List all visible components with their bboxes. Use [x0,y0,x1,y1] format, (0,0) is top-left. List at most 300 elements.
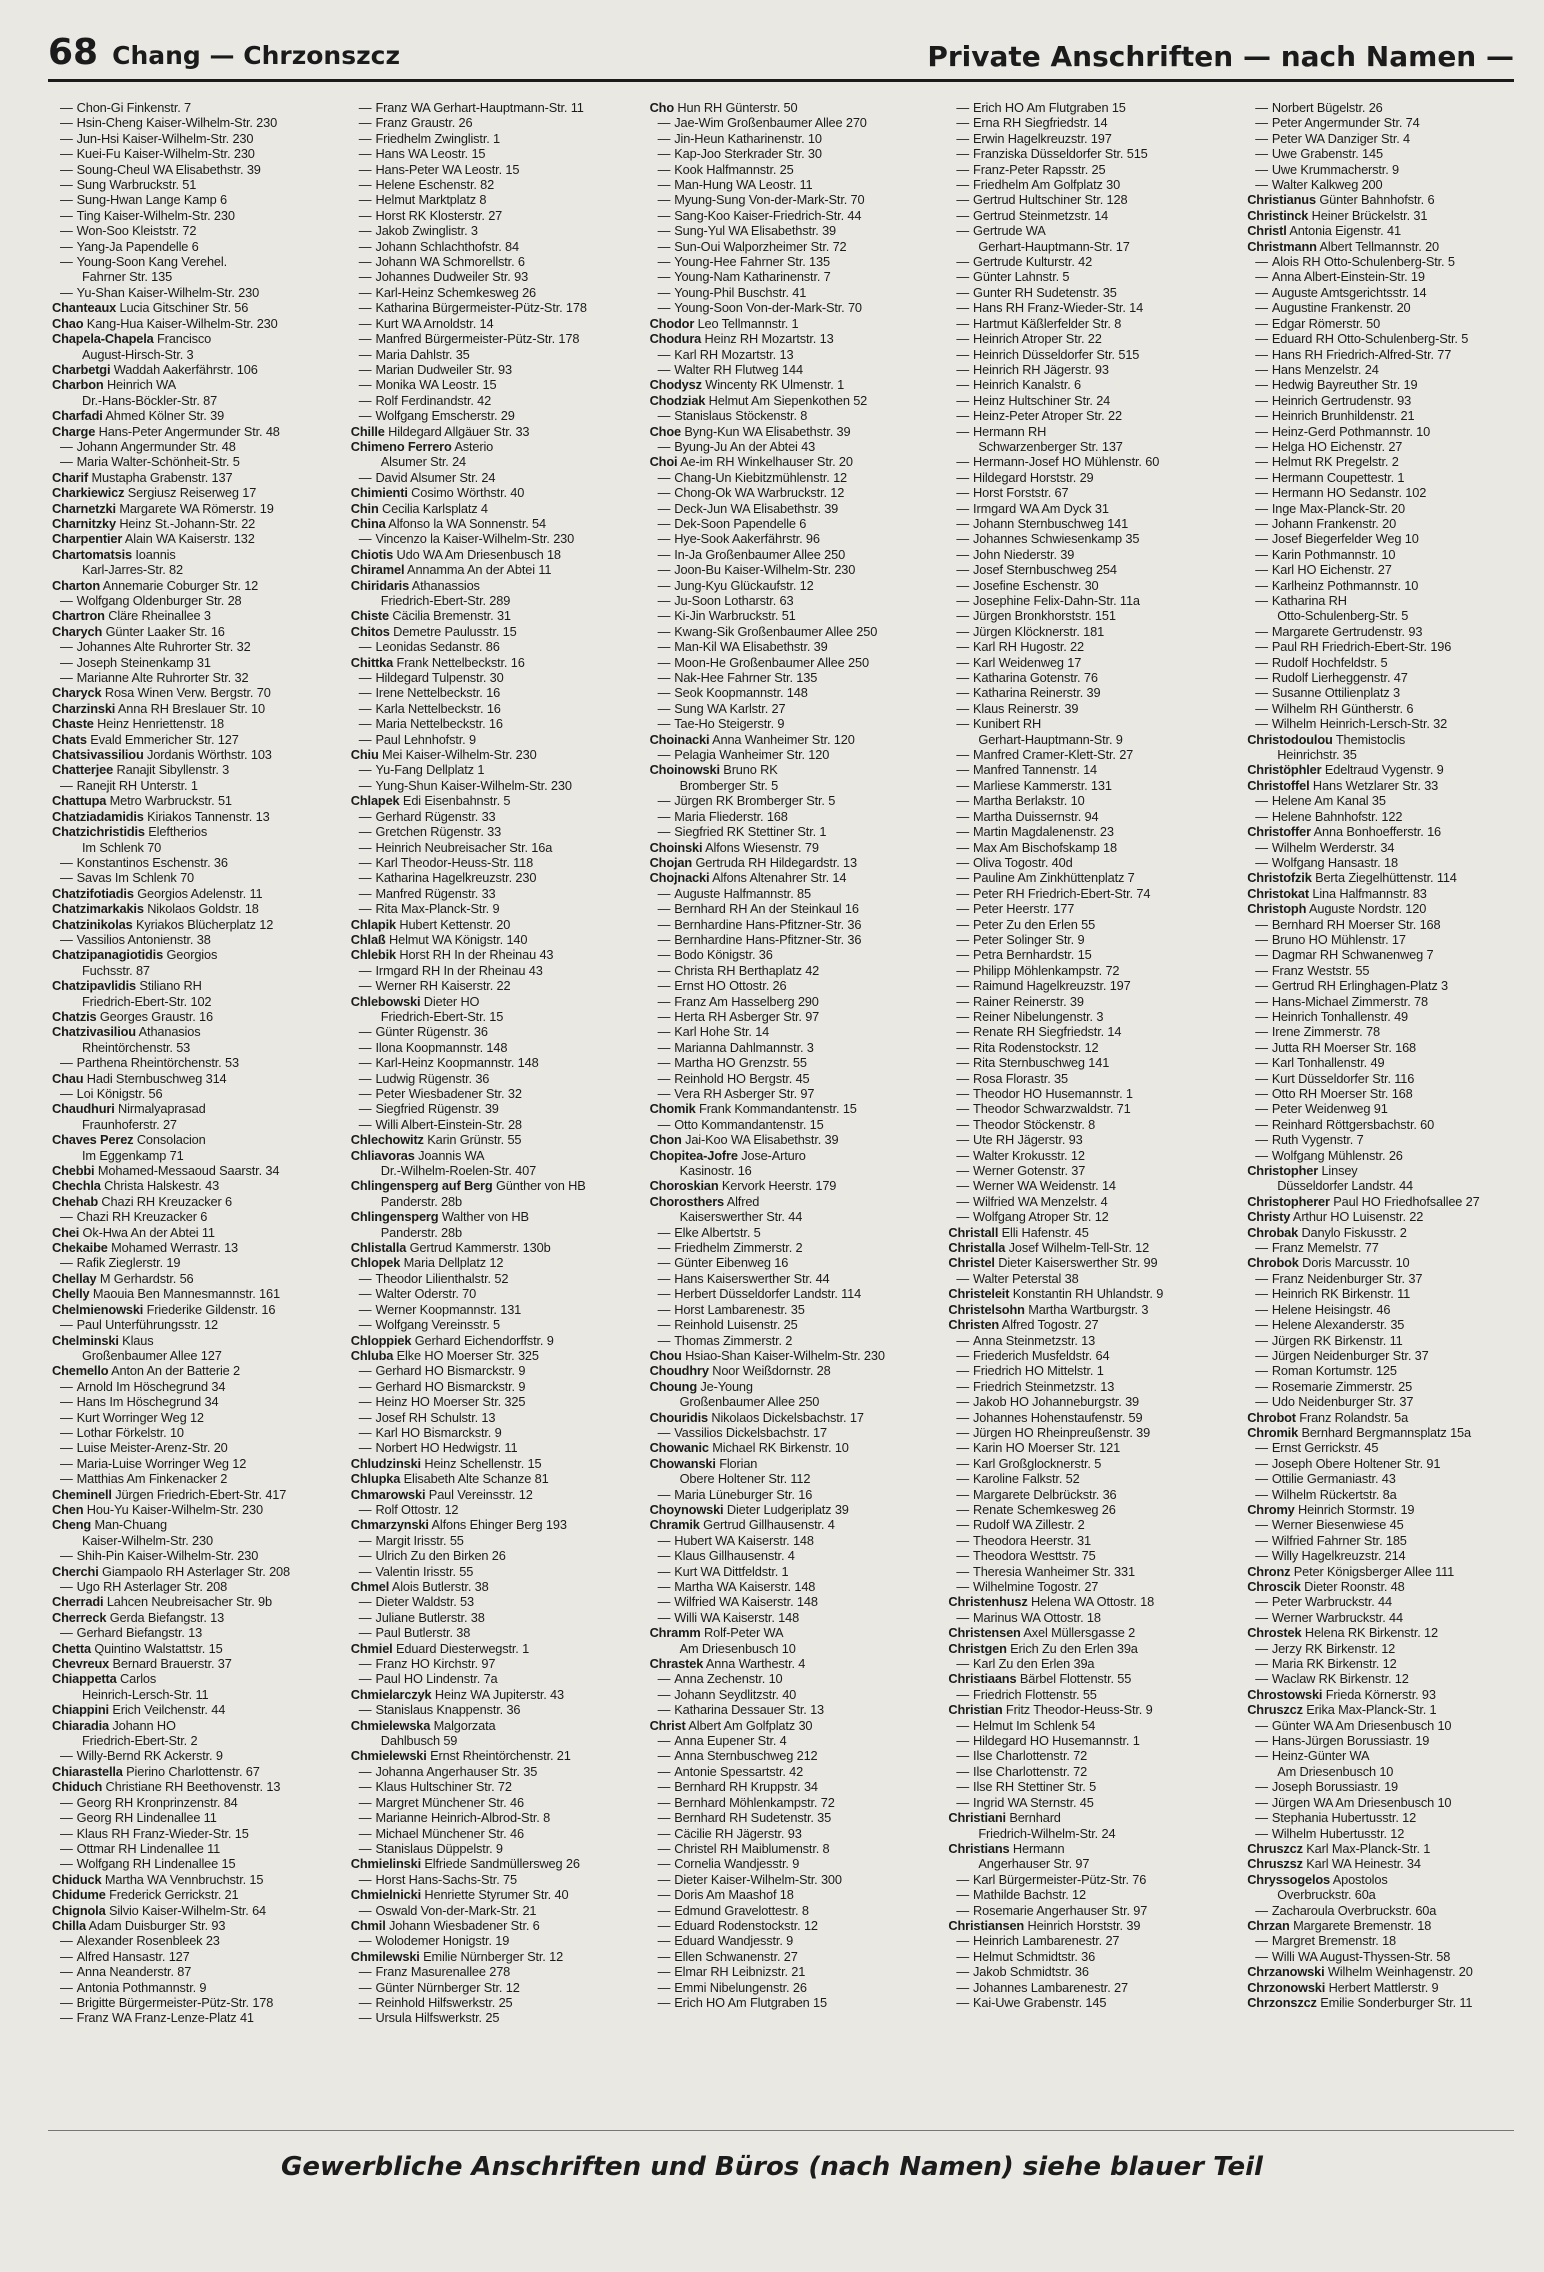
entry-details: Ilse RH Stettiner Str. 5 [973,1779,1097,1795]
entry-details: Friedrich Flottenstr. 55 [973,1686,1097,1702]
repeat-entry [351,855,636,870]
entry-details: Christel RH Maiblumenstr. 8 [674,1840,830,1856]
dash-mark: — [657,192,671,208]
dash-mark: — [1255,392,1268,408]
dash-mark: — [657,1548,671,1564]
dash-mark: — [956,1579,970,1594]
entry-details: Maria Lüneburger Str. 16 [674,1486,813,1502]
dash-mark: — [1255,1486,1268,1502]
surname-entry [351,655,636,670]
entry-details: Theodor HO Husemannstr. 1 [973,1086,1133,1101]
dash-mark: — [657,1008,671,1024]
entry-details: Monika WA Leostr. 15 [375,377,497,393]
dash-mark: — [358,685,372,701]
dash-mark: — [1255,854,1268,870]
entry-details: Siegfried Rügenstr. 39 [375,1101,499,1117]
entry-details: Bernard Brauerstr. 37 [109,1656,232,1672]
dash-mark: — [657,207,671,223]
surname-entry [351,932,636,947]
surname-entry [650,855,935,870]
name-range: Chang — Chrzonszcz [112,41,401,70]
repeat-entry [1247,624,1532,639]
dash-mark: — [60,854,73,870]
entry-details: Martha Wartburgstr. 3 [1024,1301,1149,1317]
entry-details: Johannes Hohenstaufenstr. 59 [973,1409,1143,1425]
entry-details: Inge Max-Planck-Str. 20 [1271,500,1405,516]
dash-mark: — [1255,1378,1268,1394]
repeat-entry [351,115,636,130]
entry-details: Karl Hohe Str. 14 [674,1024,770,1040]
dash-mark: — [657,1240,671,1256]
repeat-entry [351,701,636,716]
dash-mark: — [956,978,970,994]
repeat-entry [948,1795,1233,1810]
repeat-entry [52,1810,337,1825]
dash-mark: — [956,1887,970,1903]
repeat-entry [351,285,636,300]
surname: Chitos [350,623,390,639]
surname-entry [948,1641,1233,1656]
entry-details: Kook Halfmannstr. 25 [674,161,794,177]
dash-mark: — [358,254,372,270]
dash-mark: — [1255,531,1268,547]
repeat-entry [1247,1748,1532,1763]
entry-details: Klaus [118,1332,154,1348]
repeat-entry [948,1456,1233,1471]
dash-mark: — [657,408,671,424]
entry-details: Klaus RH Franz-Wieder-Str. 15 [76,1825,249,1841]
entry-details: Annamma An der Abtei 11 [404,562,552,578]
dash-mark: — [657,577,671,593]
repeat-entry [948,1548,1233,1563]
entry-details: Helmut Im Schlenk 54 [973,1717,1096,1733]
entry-details: Heinz Schellenstr. 15 [420,1455,542,1471]
continuation-line: Friedrich-Wilhelm-Str. 24 [978,1825,1116,1841]
dash-mark: — [358,962,372,978]
repeat-entry [948,716,1233,731]
repeat-entry [948,1055,1233,1070]
entry-details: Karoline Falkstr. 52 [973,1471,1080,1487]
repeat-entry [1247,316,1532,331]
dash-mark: — [1255,1008,1268,1024]
entry-details: Jae-Wim Großenbaumer Allee 270 [674,115,867,131]
entry-details: Manfred Bürgermeister-Pütz-Str. 178 [375,331,580,347]
surname-entry [351,1333,636,1348]
entry-details: Kunibert RH [973,716,1042,732]
repeat-entry [1247,1949,1532,1964]
surname: Chramik [649,1517,700,1533]
dash-mark: — [956,361,970,377]
dash-mark: — [1255,1532,1268,1548]
dash-mark: — [358,1609,372,1625]
entry-details: Kurt WA Arnoldstr. 14 [375,315,494,331]
entry-details: Bernhard RH Moerser Str. 168 [1271,916,1441,932]
repeat-entry [351,685,636,700]
surname-entry [351,1687,636,1702]
entry-details: Young-Nam Katharinenstr. 7 [674,269,831,285]
entry-details: Stephania Hubertusstr. 12 [1271,1810,1417,1826]
entry-details: Anna Steinmetzstr. 13 [973,1332,1096,1348]
repeat-entry [650,1887,935,1902]
entry-details: Karl Bürgermeister-Pütz-Str. 76 [973,1871,1147,1887]
surname-entry [52,917,337,932]
dash-mark: — [657,1794,671,1810]
entry-details: Gretchen Rügenstr. 33 [375,824,502,840]
dash-mark: — [956,639,970,655]
repeat-entry [1247,1933,1532,1948]
surname: Chloppiek [350,1332,412,1348]
entry-details: Heinrich Gertrudenstr. 93 [1271,392,1412,408]
entry-details: Friedrich Steinmetzstr. 13 [973,1378,1115,1394]
repeat-entry [948,824,1233,839]
dash-mark: — [358,808,372,824]
dash-mark: — [657,1871,671,1887]
dash-mark: — [1255,1240,1268,1256]
repeat-entry [948,347,1233,362]
entry-details: Man-Chuang [91,1517,167,1533]
dash-mark: — [1255,315,1268,331]
surname-entry [351,1471,636,1486]
repeat-entry [650,531,935,546]
entry-details: Werner Koopmannstr. 131 [375,1301,522,1317]
surname: Chiappetta [52,1671,117,1687]
entry-details: Young-Phil Buschstr. 41 [674,284,807,300]
surname: Cherchi [52,1563,99,1579]
dash-mark: — [1255,346,1268,362]
surname-entry [52,1286,337,1301]
repeat-entry [650,1949,935,1964]
dash-mark: — [1255,146,1268,162]
surname-entry [52,1718,337,1733]
repeat-entry [948,1163,1233,1178]
repeat-entry [351,1071,636,1086]
continuation-line: Am Driesenbusch 10 [679,1640,796,1656]
surname-entry [1247,762,1532,777]
surname-entry [351,1517,636,1532]
repeat-entry [351,2010,636,2025]
dash-mark: — [358,207,372,223]
entry-details: Karl-Heinz Schemkesweg 26 [375,284,537,300]
entry-details: Franz HO Kirchstr. 97 [375,1656,496,1672]
surname-entry [351,1918,636,1933]
repeat-entry [52,1379,337,1394]
repeat-entry [351,1826,636,1841]
entry-details: Elke HO Moerser Str. 325 [393,1347,539,1363]
dash-mark: — [358,901,372,917]
entry-details: Johannes Schwiesenkamp 35 [973,531,1140,547]
dash-mark: — [956,1378,970,1394]
repeat-entry [1247,1517,1532,1532]
surname: Choroskian [649,1178,719,1194]
entry-details: Wolfgang Mühlenstr. 26 [1271,1147,1403,1163]
repeat-entry [351,1379,636,1394]
repeat-entry [948,670,1233,685]
surname: Chatzichristidis [52,824,145,840]
entry-details: Athanassios [409,577,480,593]
entry-details: Gertrude WA [973,223,1046,239]
surname-entry [351,516,636,531]
dash-mark: — [657,223,671,239]
dash-mark: — [657,177,671,193]
entry-details: Johann Seydlitzstr. 40 [674,1686,797,1702]
surname-entry [1247,208,1532,223]
surname-entry [1247,1995,1532,2010]
repeat-entry [52,100,337,115]
entry-details: Jürgen RK Birkenstr. 11 [1271,1332,1403,1348]
repeat-entry [52,1579,337,1594]
surname-entry [1247,239,1532,254]
dash-mark: — [1255,500,1268,516]
dash-mark: — [657,670,671,686]
repeat-entry [351,192,636,207]
dash-mark: — [1255,361,1268,377]
surname-entry [52,377,337,392]
surname-entry [52,424,337,439]
entry-details: Soung-Cheul WA Elisabethstr. 39 [76,161,261,177]
surname: Chramm [649,1625,701,1641]
entry-details: Johann WA Schmorellstr. 6 [375,254,525,270]
repeat-entry [351,408,636,423]
repeat-entry [650,1702,935,1717]
surname: Charnetzki [52,500,116,516]
entry-details: Franz Graustr. 26 [375,115,473,131]
continuation-line: Am Driesenbusch 10 [1277,1763,1394,1779]
surname: Chanteaux [52,300,117,316]
dash-mark: — [657,1964,671,1980]
surname-entry [351,562,636,577]
repeat-entry [52,1425,337,1440]
dash-mark: — [358,377,372,393]
surname-entry [948,1302,1233,1317]
repeat-entry [1247,531,1532,546]
repeat-entry [1247,454,1532,469]
repeat-entry [948,978,1233,993]
entry-details: Rolf Ferdinandstr. 42 [375,392,492,408]
entry-details: Mei Kaiser-Wilhelm-Str. 230 [378,747,537,763]
entry-details: Kervork Heerstr. 179 [718,1178,837,1194]
entry-details: Gerhard HO Bismarckstr. 9 [375,1363,526,1379]
surname-entry [52,1101,337,1116]
entry-details: Alfonso la WA Sonnenstr. 54 [385,515,546,531]
dash-mark: — [956,747,970,763]
entry-details: Maouia Ben Mannesmannstr. 161 [89,1286,280,1302]
surname: Chaves Perez [52,1132,134,1148]
surname-entry [52,516,337,531]
repeat-entry [650,1425,935,1440]
repeat-entry [52,1995,337,2010]
repeat-entry [351,269,636,284]
entry-details: Mustapha Grabenstr. 137 [88,469,233,485]
entry-details: Cecilia Karlsplatz 4 [378,500,488,516]
entry-details: Ilse Charlottenstr. 72 [973,1763,1088,1779]
entry-details: Dieter Roonstr. 48 [1300,1579,1405,1594]
entry-details: Theodor Schwarzwaldstr. 71 [973,1101,1131,1117]
surname: Chiramel [350,562,405,578]
dash-mark: — [956,1517,970,1533]
surname: Chmielnicki [350,1887,421,1903]
dash-mark: — [1255,1810,1268,1826]
entry-details: Karin Pothmannstr. 10 [1271,546,1396,562]
dash-mark: — [657,716,671,732]
repeat-entry [948,377,1233,392]
entry-details: Alexander Rosenbleek 23 [76,1933,220,1949]
entry-details: Valentin Irisstr. 55 [375,1563,474,1579]
dash-mark: — [657,1286,671,1302]
repeat-entry [351,809,636,824]
continuation-line: Fraunhoferstr. 27 [82,1116,177,1132]
surname-entry [650,1148,935,1163]
surname: Chatsivassiliou [52,747,144,763]
surname: Chehab [52,1193,99,1209]
repeat-entry [948,177,1233,192]
surname-entry [52,470,337,485]
repeat-entry [351,1841,636,1856]
repeat-entry [1247,855,1532,870]
repeat-entry [650,562,935,577]
dash-mark: — [60,1209,73,1225]
dash-mark: — [358,1286,372,1302]
dash-mark: — [956,670,970,686]
continuation-line: Angerhauser Str. 97 [978,1856,1090,1872]
surname-entry [52,1487,337,1502]
dash-mark: — [1255,1794,1268,1810]
dash-mark: — [1255,993,1268,1009]
repeat-entry [948,1949,1233,1964]
dash-mark: — [358,1440,372,1456]
repeat-entry [1247,1903,1532,1918]
repeat-entry [52,1055,337,1070]
surname: Chelminski [52,1332,119,1348]
entry-details: Cäcilie RH Jägerstr. 93 [674,1825,802,1841]
repeat-entry [1247,639,1532,654]
dash-mark: — [60,1440,73,1456]
entry-details: Walter Krokusstr. 12 [973,1147,1085,1163]
surname-entry [351,1348,636,1363]
entry-details: Cosimo Wörthstr. 40 [407,485,525,501]
dash-mark: — [1255,438,1268,454]
dash-mark: — [60,130,73,146]
entry-details: Ugo RH Asterlager Str. 208 [76,1579,228,1594]
surname-entry [52,685,337,700]
entry-details: Ottmar RH Lindenallee 11 [76,1840,221,1856]
entry-details: Kyriakos Blücherplatz 12 [132,916,274,932]
repeat-entry [948,485,1233,500]
repeat-entry [948,1517,1233,1532]
entry-details: Willy-Bernd RK Ackerstr. 9 [76,1748,223,1764]
entry-details: Je-Young [697,1378,753,1394]
dash-mark: — [657,808,671,824]
entry-details: Kurt Düsseldorfer Str. 116 [1271,1070,1415,1086]
repeat-entry [650,347,935,362]
repeat-entry [52,1317,337,1332]
dash-mark: — [657,901,671,917]
header-left [48,32,400,73]
surname: Christoph [1247,901,1307,917]
dash-mark: — [1255,1948,1268,1964]
repeat-entry [1247,1363,1532,1378]
dash-mark: — [358,1702,372,1718]
entry-details: Johannes Dudweiler Str. 93 [375,269,529,285]
surname: Christianus [1247,192,1316,208]
repeat-entry [948,932,1233,947]
dash-mark: — [1255,1332,1268,1348]
dash-mark: — [657,515,671,531]
repeat-entry [650,701,935,716]
repeat-entry [650,1826,935,1841]
surname: Chatterjee [52,762,114,778]
repeat-entry [650,793,935,808]
dash-mark: — [956,115,970,131]
surname-entry [52,1641,337,1656]
dash-mark: — [1255,284,1268,300]
entry-details: Hildegard Allgäuer Str. 33 [384,423,530,439]
dash-mark: — [657,1116,671,1132]
entry-details: Emilie Sonderburger Str. 11 [1316,1994,1473,2010]
entry-details: Heinrich Düsseldorfer Str. 515 [973,346,1140,362]
entry-details: Walter Kalkweg 200 [1271,177,1383,193]
repeat-entry [351,254,636,269]
entry-details: Edmund Gravelottestr. 8 [674,1902,809,1918]
repeat-entry [948,1656,1233,1671]
dash-mark: — [60,1625,73,1641]
dash-mark: — [657,161,671,177]
entry-details: Kap-Joo Sterkrader Str. 30 [674,146,822,162]
dash-mark: — [60,1840,73,1856]
entry-details: Ok-Hwa An der Abtei 11 [79,1224,215,1240]
surname-entry [351,424,636,439]
dash-mark: — [657,254,671,270]
dash-mark: — [657,1594,671,1610]
entry-details: Katharina Gotenstr. 76 [973,670,1098,686]
repeat-entry [351,1117,636,1132]
dash-mark: — [358,670,372,686]
dash-mark: — [956,808,970,824]
surname-entry [650,1625,935,1640]
entry-details: Kurt WA Dittfeldstr. 1 [674,1563,789,1579]
entry-details: Georg RH Lindenallee 11 [76,1810,217,1826]
repeat-entry [1247,177,1532,192]
entry-details: Chang-Un Kiebitzmühlenstr. 12 [674,469,848,485]
repeat-entry [351,1440,636,1455]
repeat-entry [948,300,1233,315]
repeat-entry [948,578,1233,593]
dash-mark: — [657,562,671,578]
entry-details: Jerzy RK Birkenstr. 12 [1271,1640,1396,1656]
repeat-entry [1247,1610,1532,1625]
repeat-entry [1247,1826,1532,1841]
dash-mark: — [358,762,372,778]
entry-details: Rudolf Hochfeldstr. 5 [1271,654,1388,670]
entry-details: Elmar RH Leibnizstr. 21 [674,1964,806,1980]
dash-mark: — [657,1979,671,1995]
entry-details: Hsiao-Shan Kaiser-Wilhelm-Str. 230 [681,1347,885,1363]
repeat-entry [351,716,636,731]
dash-mark: — [1255,100,1268,115]
repeat-entry [650,300,935,315]
repeat-entry [1247,1379,1532,1394]
entry-details: Walter Peterstal 38 [973,1270,1079,1286]
surname: Christopherer [1247,1193,1330,1209]
surname-entry [52,1363,337,1378]
entry-details: Jai-Koo WA Elisabethstr. 39 [681,1132,839,1148]
entry-details: Heinz HO Moerser Str. 325 [375,1394,526,1410]
surname-entry [52,1132,337,1147]
entry-details: Wolfgang Atroper Str. 12 [973,1209,1109,1225]
repeat-entry [650,1333,935,1348]
surname-entry [52,362,337,377]
dash-mark: — [657,346,671,362]
repeat-entry [650,501,935,516]
